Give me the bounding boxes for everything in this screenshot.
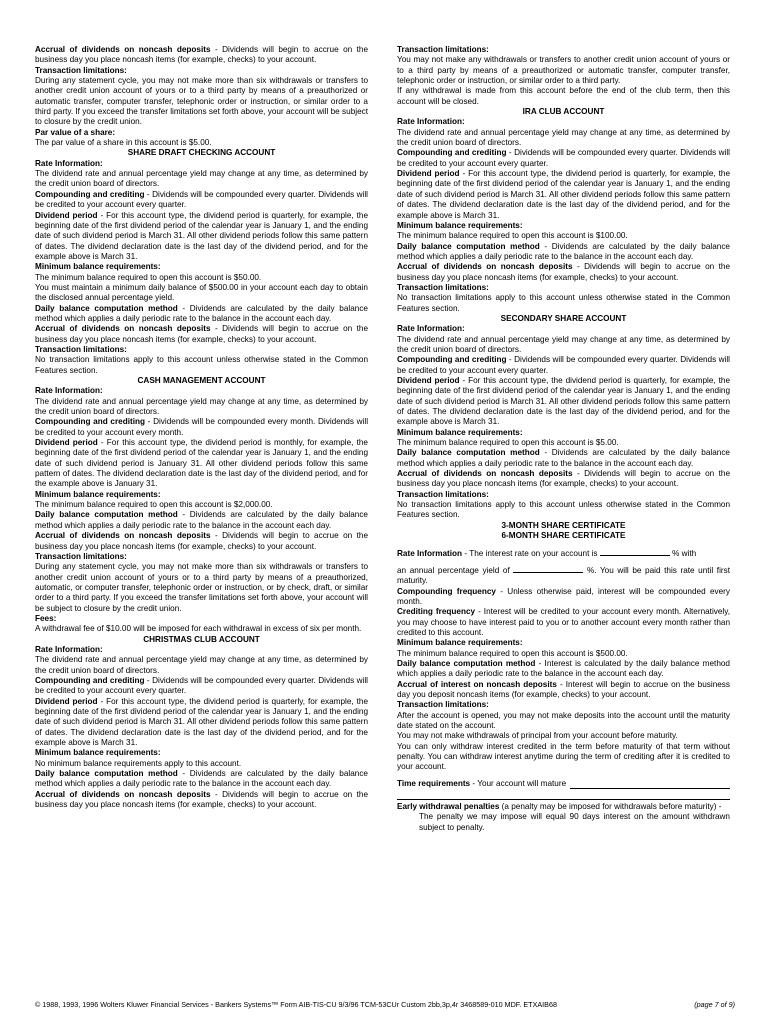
cert-accrual: Accrual of interest on noncash deposits - Interest will begin to accrue on the business day you deposit noncash items (for example, checks) to your account.: [397, 679, 730, 699]
cc-rate-text: The dividend rate and annual percentage yield may change at any time, as determined by the credit union board of directors.: [35, 655, 368, 675]
sdc-accrual: Accrual of dividends on noncash deposits - Dividends will begin to accrue on the business day you place noncash items (for example, checks) to your account.: [35, 324, 369, 344]
cc-tl-text-2: If any withdrawal is made from this account before the end of the club term, then this account will be closed.: [397, 86, 730, 106]
heading-3-month-certificate: 3-MONTH SHARE CERTIFICATE: [501, 520, 626, 530]
ira-rate-text: The dividend rate and annual percentage yield may change at any time, as determined by the credit union board of directors.: [397, 127, 730, 148]
sdc-rate-label: Rate Information:: [35, 158, 103, 168]
early-withdrawal: Early withdrawal penalties (a penalty may be imposed for withdrawals before maturity) -: [397, 802, 722, 812]
par-value-label: Par value of a share:: [35, 127, 116, 137]
ira-accrual: Accrual of dividends on noncash deposits - Dividends will begin to accrue on the business day you place noncash items (for example, checks) to your account.: [397, 262, 731, 282]
cc-rate-label: Rate Information:: [35, 644, 103, 654]
ira-daily-balance: Daily balance computation method - Dividends are calculated by the daily balance method which applies a daily periodic rate to the balance in the account each day.: [397, 241, 730, 261]
heading-christmas-club: CHRISTMAS CLUB ACCOUNT: [143, 634, 260, 644]
cm-rate-text: The dividend rate and annual percentage yield may change at any time, as determined by the credit union board of directors.: [35, 396, 368, 417]
cc-tl-text: You may not make any withdrawals or transfers to another credit union account of yours or to a third party by means of a preauthorized or automatic transfer, computer transfer, telephonic order or instruction, or similar order to a third party.: [397, 55, 730, 86]
ira-compounding: Compounding and crediting - Dividends will be compounded every quarter. Dividends will be credited to your account every quarter.: [397, 148, 731, 168]
page-number: (page 7 of 9): [694, 1000, 735, 1009]
cert-min-label: Minimum balance requirements:: [397, 638, 523, 648]
cm-fees-label: Fees:: [35, 613, 57, 623]
sdc-min-text-2: You must maintain a minimum daily balance of $500.00 in your account each day to obtain the disclosed annual percentage yield.: [35, 282, 368, 303]
maturity-blank[interactable]: [570, 780, 730, 789]
ira-min-label: Minimum balance requirements:: [397, 220, 523, 230]
ira-dividend-period: Dividend period - For this account type, the dividend period is quarterly, for example, the beginning date of the first dividend period of the calendar year is January 1, and the ending date of such dividend period is March 31. All other dividend periods follow this same pattern of dates. The dividend declaration date is the last day of the dividend period, and for the example above is March 31.: [397, 169, 730, 220]
sdc-rate-text: The dividend rate and annual percentage yield may change at any time, as determined by the credit union board of directors.: [35, 169, 368, 189]
cc-daily-balance: Daily balance computation method - Dividends are calculated by the daily balance method which applies a daily periodic rate to the balance in the account each day.: [35, 769, 368, 789]
heading-ira-club: IRA CLUB ACCOUNT: [522, 107, 605, 117]
cert-tl-text-3: You can only withdraw interest credited in the term before maturity of that term without penalty. You can withdraw interest anytime during the term of crediting after it is credited to your account.: [397, 741, 730, 772]
ss-accrual: Accrual of dividends on noncash deposits - Dividends will begin to accrue on the business day you place noncash items (for example, checks) to your account.: [397, 469, 731, 489]
heading-cash-management: CASH MANAGEMENT ACCOUNT: [137, 376, 266, 385]
ira-rate-label: Rate Information:: [397, 117, 465, 127]
ss-tl-label: Transaction limitations:: [397, 489, 489, 499]
cc-dividend-period: Dividend period - For this account type, the dividend period is quarterly, for example, the beginning date of the first dividend period of the calendar year is January 1, and the ending date of such dividend period is March 31. All other dividend periods follow this same pattern of dates. The dividend declaration date is the last day of the dividend period, and for the example above is March 31.: [35, 696, 368, 748]
ira-tl-text: No transaction limitations apply to this account unless otherwise stated in the Common Features section.: [397, 293, 730, 313]
ira-tl-label: Transaction limitations:: [397, 282, 489, 292]
left-column: [35, 45, 368, 810]
ss-dividend-period: Dividend period - For this account type, the dividend period is quarterly, for example, the beginning date of the first dividend period of the calendar year is January 1, and the ending date of such dividend period is March 31. All other dividend periods follow this same pattern of dates. The dividend declaration date is the last day of the dividend period, and for the example above is March 31.: [397, 376, 730, 427]
sdc-tl-label: Transaction limitations:: [35, 344, 127, 354]
cc-min-label: Minimum balance requirements:: [35, 748, 161, 758]
cc-min-text: No minimum balance requirements apply to this account.: [35, 758, 242, 768]
cert-crediting: Crediting frequency - Interest will be credited to your account every month. Alternatively, you may choose to have interest paid to you or to another account every month rather than credited to this account.: [397, 607, 731, 637]
ss-min-label: Minimum balance requirements:: [397, 427, 523, 437]
page-footer: [35, 1000, 735, 1009]
sdc-tl-text: No transaction limitations apply to this account unless otherwise stated in the Common Features section.: [35, 355, 368, 375]
cert-rate-info: Rate Information - The interest rate on your account is % with: [397, 548, 697, 558]
cert-tl-text-1: After the account is opened, you may not make deposits into the account until the maturity date stated on the account.: [397, 710, 730, 730]
cert-apy: an annual percentage yield of %. You will be paid this rate until first maturity.: [397, 565, 730, 586]
accrual-paragraph: Accrual of dividends on noncash deposits - Dividends will begin to accrue on the business day you place noncash items (for example, checks) to your account.: [35, 45, 369, 65]
par-value-text: The par value of a share in this account is $5.00.: [35, 138, 212, 148]
cm-min-label: Minimum balance requirements:: [35, 489, 161, 499]
ss-tl-text: No transaction limitations apply to this account unless otherwise stated in the Common Features section.: [397, 500, 730, 520]
cert-daily-balance: Daily balance computation method - Interest is calculated by the daily balance method which applies a daily periodic rate to the balance in the account each day.: [397, 658, 730, 679]
interest-rate-blank[interactable]: [600, 548, 670, 556]
cm-compounding: Compounding and crediting - Dividends will be compounded every month. Dividends will be credited to your account every month.: [35, 417, 369, 437]
cm-min-text: The minimum balance required to open this account is $2,000.00.: [35, 500, 273, 510]
heading-6-month-certificate: 6-MONTH SHARE CERTIFICATE: [501, 531, 626, 541]
cc-compounding: Compounding and crediting - Dividends will be compounded every quarter. Dividends will be credited to your account every quarter.: [35, 675, 369, 696]
cm-tl-text: During any statement cycle, you may not make more than six withdrawals or transfers to another credit union account of yours or to a third party by means of a preauthorized, automatic, or computer transfer, telephonic order or instruction, or by check, draft, or similar order to a third party. If you exceed the transfer limitations set forth above, your account will be subject to closure by the credit union.: [35, 562, 368, 613]
ss-compounding: Compounding and crediting - Dividends will be compounded every quarter. Dividends will be credited to your account every quarter.: [397, 355, 731, 375]
ss-daily-balance: Daily balance computation method - Dividends are calculated by the daily balance method which applies a daily periodic rate to the balance in the account each day.: [397, 448, 730, 468]
ss-min-text: The minimum balance required to open this account is $5.00.: [397, 438, 619, 448]
cm-rate-label: Rate Information:: [35, 386, 103, 396]
heading-secondary-share: SECONDARY SHARE ACCOUNT: [500, 313, 627, 323]
sdc-min-label: Minimum balance requirements:: [35, 262, 161, 272]
transaction-limitations-label: Transaction limitations:: [35, 65, 127, 75]
cm-daily-balance: Daily balance computation method - Dividends are calculated by the daily balance method which applies a daily periodic rate to the balance in the account each day.: [35, 510, 368, 530]
cm-fees-text: A withdrawal fee of $10.00 will be imposed for each withdrawal in excess of six per month.: [35, 624, 362, 634]
time-requirements: Time requirements - Your account will mature: [397, 779, 730, 789]
transaction-limitations-text: During any statement cycle, you may not make more than six withdrawals or transfers to another credit union account of yours or to a third party by means of a preauthorized or automatic transfer, computer transfer, telephonic order or instruction, or similar order to a third party. If you exceed the transfer limitations set forth above, your account will be subject to closure by the credit union.: [35, 76, 368, 127]
ira-min-text: The minimum balance required to open this account is $100.00.: [397, 231, 628, 241]
sdc-daily-balance: Daily balance computation method - Dividends are calculated by the daily balance method which applies a daily periodic rate to the balance in the account each day.: [35, 303, 368, 323]
disclosure-page: [35, 45, 735, 985]
cert-tl-label: Transaction limitations:: [397, 700, 489, 710]
right-column: [397, 45, 730, 833]
cc-accrual: Accrual of dividends on noncash deposits - Dividends will begin to accrue on the business day you place noncash items (for example, checks) to your account.: [35, 789, 369, 810]
cm-tl-label: Transaction limitations:: [35, 551, 127, 561]
copyright-text: © 1988, 1993, 1996 Wolters Kluwer Financial Services - Bankers Systems™ Form AIB-TIS-CU 9/3/96 TCM-53CUr Custom 2bb,3p,4r 3468589-010 MDF. ETXAIB68: [35, 1000, 557, 1009]
sdc-min-text: The minimum balance required to open this account is $50.00.: [35, 272, 262, 282]
sdc-compounding: Compounding and crediting - Dividends will be compounded every quarter. Dividends will be credited to your account every quarter.: [35, 189, 369, 210]
early-withdrawal-text: The penalty we may impose will equal 90 days interest on the amount withdrawn subject to penalty.: [419, 812, 730, 832]
ss-rate-text: The dividend rate and annual percentage yield may change at any time, as determined by the credit union board of directors.: [397, 334, 730, 354]
ss-rate-label: Rate Information:: [397, 324, 465, 334]
cert-compounding: Compounding frequency - Unless otherwise paid, interest will be compounded every month.: [397, 586, 730, 606]
apy-blank[interactable]: [513, 565, 583, 573]
cc-tl-label: Transaction limitations:: [397, 45, 489, 54]
maturity-blank-2[interactable]: [397, 789, 730, 800]
cert-min-text: The minimum balance required to open this account is $500.00.: [397, 648, 628, 658]
cm-accrual: Accrual of dividends on noncash deposits - Dividends will begin to accrue on the business day you place noncash items (for example, checks) to your account.: [35, 531, 369, 551]
sdc-dividend-period: Dividend period - For this account type, the dividend period is quarterly, for example, the beginning date of the first dividend period of the calendar year is January 1, and the ending date of such dividend period is March 31. All other dividend periods follow this same pattern of dates. The dividend declaration date is the last day of the dividend period, and for the example above is March 31.: [35, 210, 368, 261]
cm-dividend-period: Dividend period - For this account type, the dividend period is monthly, for example, the beginning date of the first dividend period of the calendar year is January 1, and the ending date of such dividend period is January 31. All other dividend periods follow this same pattern of dates. The dividend declaration date is the last day of the dividend period, and for the example above is January 31.: [35, 438, 368, 489]
cert-tl-text-2: You may not make withdrawals of principal from your account before maturity.: [397, 731, 678, 741]
heading-share-draft-checking: SHARE DRAFT CHECKING ACCOUNT: [127, 148, 276, 158]
